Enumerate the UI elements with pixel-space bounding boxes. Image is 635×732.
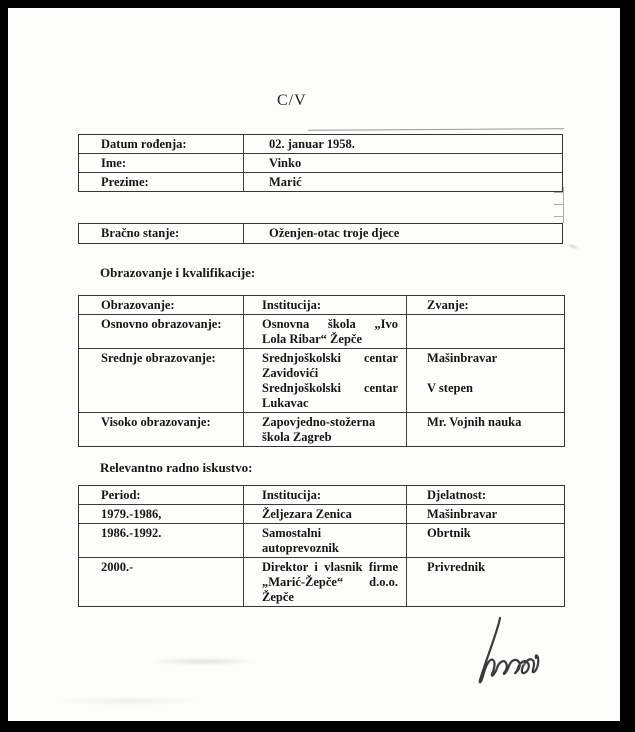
cell-institution: Zapovjedno-stožerna škola Zagreb [243, 413, 406, 446]
cell-value: Vinko [243, 154, 564, 172]
cell-education-level: Srednje obrazovanje: [101, 351, 216, 365]
table-header-row [79, 296, 564, 314]
cell-activity: Obrtnik [406, 524, 566, 557]
table-row [79, 523, 564, 557]
section-heading-education: Obrazovanje i kvalifikacije: [100, 265, 256, 280]
cell-institution: Direktor i vlasnik firme „Marić-Žepče“ d.o.o. Žepče [243, 558, 406, 606]
cell-value: Marić [243, 173, 564, 191]
table-row [79, 557, 564, 606]
column-header: Djelatnost: [406, 486, 566, 504]
table-row [79, 172, 562, 191]
cell-period: 1986.-1992. [101, 526, 162, 540]
cell-label: Ime: [101, 156, 126, 170]
column-header: Obrazovanje: [101, 298, 175, 312]
table-row [79, 314, 564, 348]
cell-institution: Željezara Zenica [243, 505, 406, 523]
cell-label: Prezime: [101, 175, 149, 189]
cell-value: Oženjen-otac troje djece [243, 224, 564, 243]
cv-document-page [8, 8, 620, 721]
cell-institution: Osnovna škola „Ivo Lola Ribar“ Žepče [243, 315, 406, 348]
column-header: Institucija: [243, 486, 406, 504]
table-row [79, 504, 564, 523]
cell-label: Datum rođenja: [101, 137, 187, 151]
table-header-row [79, 486, 564, 504]
signature-handwriting-icon [458, 608, 576, 700]
cell-title [406, 315, 566, 348]
cell-education-level: Osnovno obrazovanje: [101, 317, 222, 331]
column-header: Period: [101, 488, 141, 502]
cell-period: 2000.- [101, 560, 134, 574]
cell-label: Bračno stanje: [101, 226, 180, 240]
table-row [79, 348, 564, 412]
section-heading-experience: Relevantno radno iskustvo: [100, 460, 253, 475]
cell-education-level: Visoko obrazovanje: [101, 415, 211, 429]
cell-value: 02. januar 1958. [243, 135, 564, 153]
scan-smudge [566, 242, 581, 251]
table-row [79, 412, 564, 446]
cell-activity: Mašinbravar [406, 505, 566, 523]
cell-institution: Samostalni autoprevoznik [243, 524, 406, 557]
education-table [78, 295, 565, 447]
cell-institution: Srednjoškolski centar Zavidovići Srednjoškolski centar Lukavac [243, 349, 406, 412]
column-header: Institucija: [243, 296, 406, 314]
scan-smudge [148, 658, 258, 665]
cell-title: Mr. Vojnih nauka [406, 413, 566, 446]
cell-period: 1979.-1986, [101, 507, 162, 521]
cell-title: Mašinbravar V stepen [406, 349, 566, 412]
table-row [79, 153, 562, 172]
cell-activity: Privrednik [406, 558, 566, 606]
experience-table [78, 485, 565, 607]
scan-artifact-faint-table-edge [554, 187, 564, 223]
page-title: C/V [277, 92, 307, 109]
marital-status-table [78, 223, 563, 244]
table-row [79, 135, 562, 153]
scan-smudge [48, 696, 208, 706]
column-header: Zvanje: [406, 296, 566, 314]
personal-info-table [78, 134, 563, 192]
scan-smudge [523, 663, 526, 666]
table-row [79, 224, 562, 243]
scan-artifact-double-line [308, 128, 564, 131]
